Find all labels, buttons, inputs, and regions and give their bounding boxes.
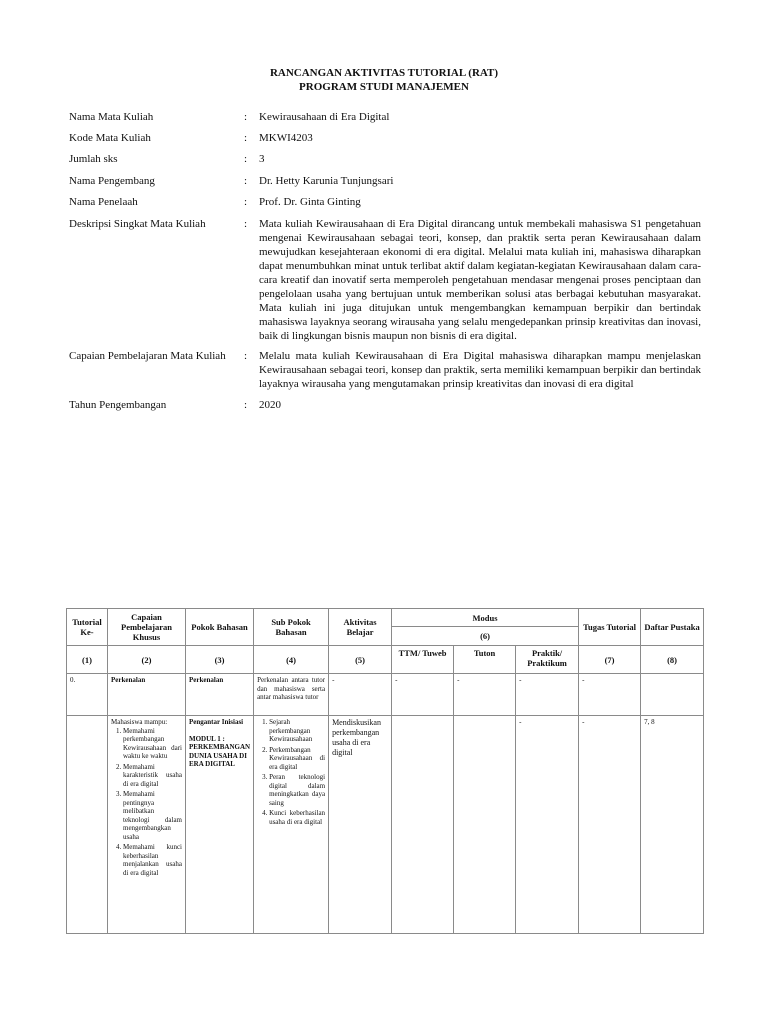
header-capaian: Capaian Pembelajaran Khusus bbox=[108, 609, 186, 646]
course-info bbox=[69, 110, 701, 418]
cell-tugas: - bbox=[579, 674, 641, 716]
module-number: MODUL 1 : bbox=[189, 734, 225, 743]
list-item: 2. Memahami karakteristik usaha di era digital bbox=[123, 763, 182, 789]
header-sub-pokok-bahasan: Sub Pokok Bahasan bbox=[254, 609, 329, 646]
sub-pokok-text: Perkenalan antara tutor dan mahasiswa serta antar mahasiswa tutor bbox=[257, 676, 326, 701]
table-number-row bbox=[67, 646, 704, 674]
cell-capaian: Perkenalan bbox=[108, 674, 186, 716]
header-praktik: Praktik/ Praktikum bbox=[516, 646, 579, 674]
info-colon: : bbox=[244, 132, 248, 144]
info-label: Tahun Pengembangan bbox=[69, 399, 167, 411]
info-row-developer bbox=[69, 174, 701, 195]
table-row bbox=[67, 674, 704, 716]
cell-praktik: - bbox=[516, 716, 579, 934]
info-label: Nama Pengembang bbox=[69, 175, 155, 187]
info-label: Jumlah sks bbox=[69, 153, 118, 165]
header-pokok-bahasan: Pokok Bahasan bbox=[186, 609, 254, 646]
info-colon: : bbox=[244, 196, 248, 208]
info-value: Kewirausahaan di Era Digital bbox=[259, 111, 390, 123]
info-value: 3 bbox=[259, 153, 265, 165]
info-colon: : bbox=[244, 175, 248, 187]
document-subtitle: PROGRAM STUDI MANAJEMEN bbox=[299, 81, 469, 93]
cell-capaian bbox=[108, 716, 186, 934]
cell-pustaka bbox=[641, 674, 704, 716]
header-pustaka: Daftar Pustaka bbox=[641, 609, 704, 646]
info-label: Kode Mata Kuliah bbox=[69, 132, 151, 144]
cell-ttm bbox=[392, 716, 454, 934]
document-title: RANCANGAN AKTIVITAS TUTORIAL (RAT) bbox=[269, 67, 499, 79]
header-tutorial: Tutorial Ke- bbox=[67, 609, 108, 646]
info-value: 2020 bbox=[259, 399, 281, 411]
table-header-row bbox=[67, 609, 704, 627]
cell-tugas: - bbox=[579, 716, 641, 934]
cell-pokok-bahasan: Perkenalan bbox=[186, 674, 254, 716]
info-value: Dr. Hetty Karunia Tunjungsari bbox=[259, 175, 394, 187]
cell-aktivitas: - bbox=[329, 674, 392, 716]
info-label: Deskripsi Singkat Mata Kuliah bbox=[69, 218, 206, 230]
info-row-course-name bbox=[69, 110, 701, 131]
info-row-learning-outcome bbox=[69, 349, 701, 398]
header-modus: Modus bbox=[392, 609, 579, 627]
info-value: Mata kuliah Kewirausahaan di Era Digital dirancang untuk membekali mahasiswa S1 pengetahuan mengenai Kewirausahaan sebagai teori, konsep, dan praktik serta peran Kewirausahaan dalam mewujudkan kesejahteraan ekonomi di era digital. Melalui mata kuliah ini, mahasiswa diharapkan dapat menumbuhkan minat untuk terlibat aktif dalam kegiatan-kegiatan Kewirausahaan dalam cara-cara kreatif dan inovatif serta memperoleh pengetahuan mendasar mengenai proses penciptaan dan pengelolaan usaha yang bertujuan untuk memberikan solusi atas berbagai kebutuhan masyarakat. Mata kuliah ini juga ditujukan untuk mengembangkan kemampuan berpikir dan bertindak mahasiswa layaknya seorang wirausaha yang selalu mengedepankan prinsip kreativitas dan inovasi, baik di lingkungan bisnis maupun non bisnis di era digital. bbox=[259, 218, 701, 342]
cell-sub-pokok-bahasan bbox=[254, 674, 329, 716]
info-row-year bbox=[69, 398, 701, 418]
cell-pokok-bahasan bbox=[186, 716, 254, 934]
info-row-credits bbox=[69, 152, 701, 174]
header-tuton: Tuton bbox=[454, 646, 516, 674]
info-value: MKWI4203 bbox=[259, 132, 313, 144]
list-item: 1. Memahami perkembangan Kewirausahaan dari waktu ke waktu bbox=[123, 727, 182, 761]
col-number: (1) bbox=[67, 646, 108, 674]
header-aktivitas: Aktivitas Belajar bbox=[329, 609, 392, 646]
info-label: Nama Penelaah bbox=[69, 196, 138, 208]
cell-tuton bbox=[454, 716, 516, 934]
info-row-course-code bbox=[69, 131, 701, 152]
header-ttm-tuweb: TTM/ Tuweb bbox=[392, 646, 454, 674]
list-item: 4. Kunci keberhasilan usaha di era digital bbox=[269, 809, 325, 826]
sub-pokok-list bbox=[257, 718, 325, 826]
col-number: (4) bbox=[254, 646, 329, 674]
cell-tutorial bbox=[67, 716, 108, 934]
capaian-intro: Mahasiswa mampu: bbox=[111, 718, 168, 726]
info-label: Nama Mata Kuliah bbox=[69, 111, 154, 123]
col-number: (7) bbox=[579, 646, 641, 674]
table-row bbox=[67, 716, 704, 934]
list-item: 3. Memahami pentingnya melibatkan teknologi dalam mengembangkan usaha bbox=[123, 790, 182, 841]
info-label: Capaian Pembelajaran Mata Kuliah bbox=[69, 350, 226, 362]
info-row-description bbox=[69, 217, 701, 349]
info-colon: : bbox=[244, 153, 248, 165]
pokok-intro: Pengantar Inisiasi bbox=[189, 718, 244, 726]
list-item: 3. Peran teknologi digital dalam meningkatkan daya saing bbox=[269, 773, 325, 807]
module-title: PERKEMBANGAN DUNIA USAHA DI ERA DIGITAL bbox=[189, 743, 251, 768]
col-number: (8) bbox=[641, 646, 704, 674]
info-value: Melalu mata kuliah Kewirausahaan di Era Digital mahasiswa diharapkan mampu menjelaskan Kewirausahaan sebagai teori, konsep dan praktik, serta memiliki kemampuan berpikir dan bertindak layaknya wirausaha yang mengutamakan prinsip kreativitas dan inovasi di era digital bbox=[259, 350, 701, 390]
cell-aktivitas: Mendiskusikan perkembangan usaha di era digital bbox=[329, 716, 392, 934]
col-number: (5) bbox=[329, 646, 392, 674]
header-tugas: Tugas Tutorial bbox=[579, 609, 641, 646]
info-colon: : bbox=[244, 111, 248, 123]
cell-sub-pokok-bahasan bbox=[254, 716, 329, 934]
list-item: 4. Memahami kunci keberhasilan menjalankan usaha di era digital bbox=[123, 843, 182, 877]
col-number: (3) bbox=[186, 646, 254, 674]
cell-pustaka: 7, 8 bbox=[641, 716, 704, 934]
capaian-list bbox=[111, 727, 182, 878]
info-row-reviewer bbox=[69, 195, 701, 217]
cell-ttm: - bbox=[392, 674, 454, 716]
info-colon: : bbox=[244, 350, 248, 362]
cell-praktik: - bbox=[516, 674, 579, 716]
info-colon: : bbox=[244, 218, 248, 230]
cell-tuton: - bbox=[454, 674, 516, 716]
info-value: Prof. Dr. Ginta Ginting bbox=[259, 196, 361, 208]
header-modus-number: (6) bbox=[392, 627, 579, 646]
tutorial-activity-table bbox=[66, 608, 704, 934]
list-item: 2. Perkembangan Kewirausahaan di era digital bbox=[269, 746, 325, 772]
cell-tutorial: 0. bbox=[67, 674, 108, 716]
list-item: 1. Sejarah perkembangan Kewirausahaan bbox=[269, 718, 325, 744]
col-number: (2) bbox=[108, 646, 186, 674]
info-colon: : bbox=[244, 399, 248, 411]
